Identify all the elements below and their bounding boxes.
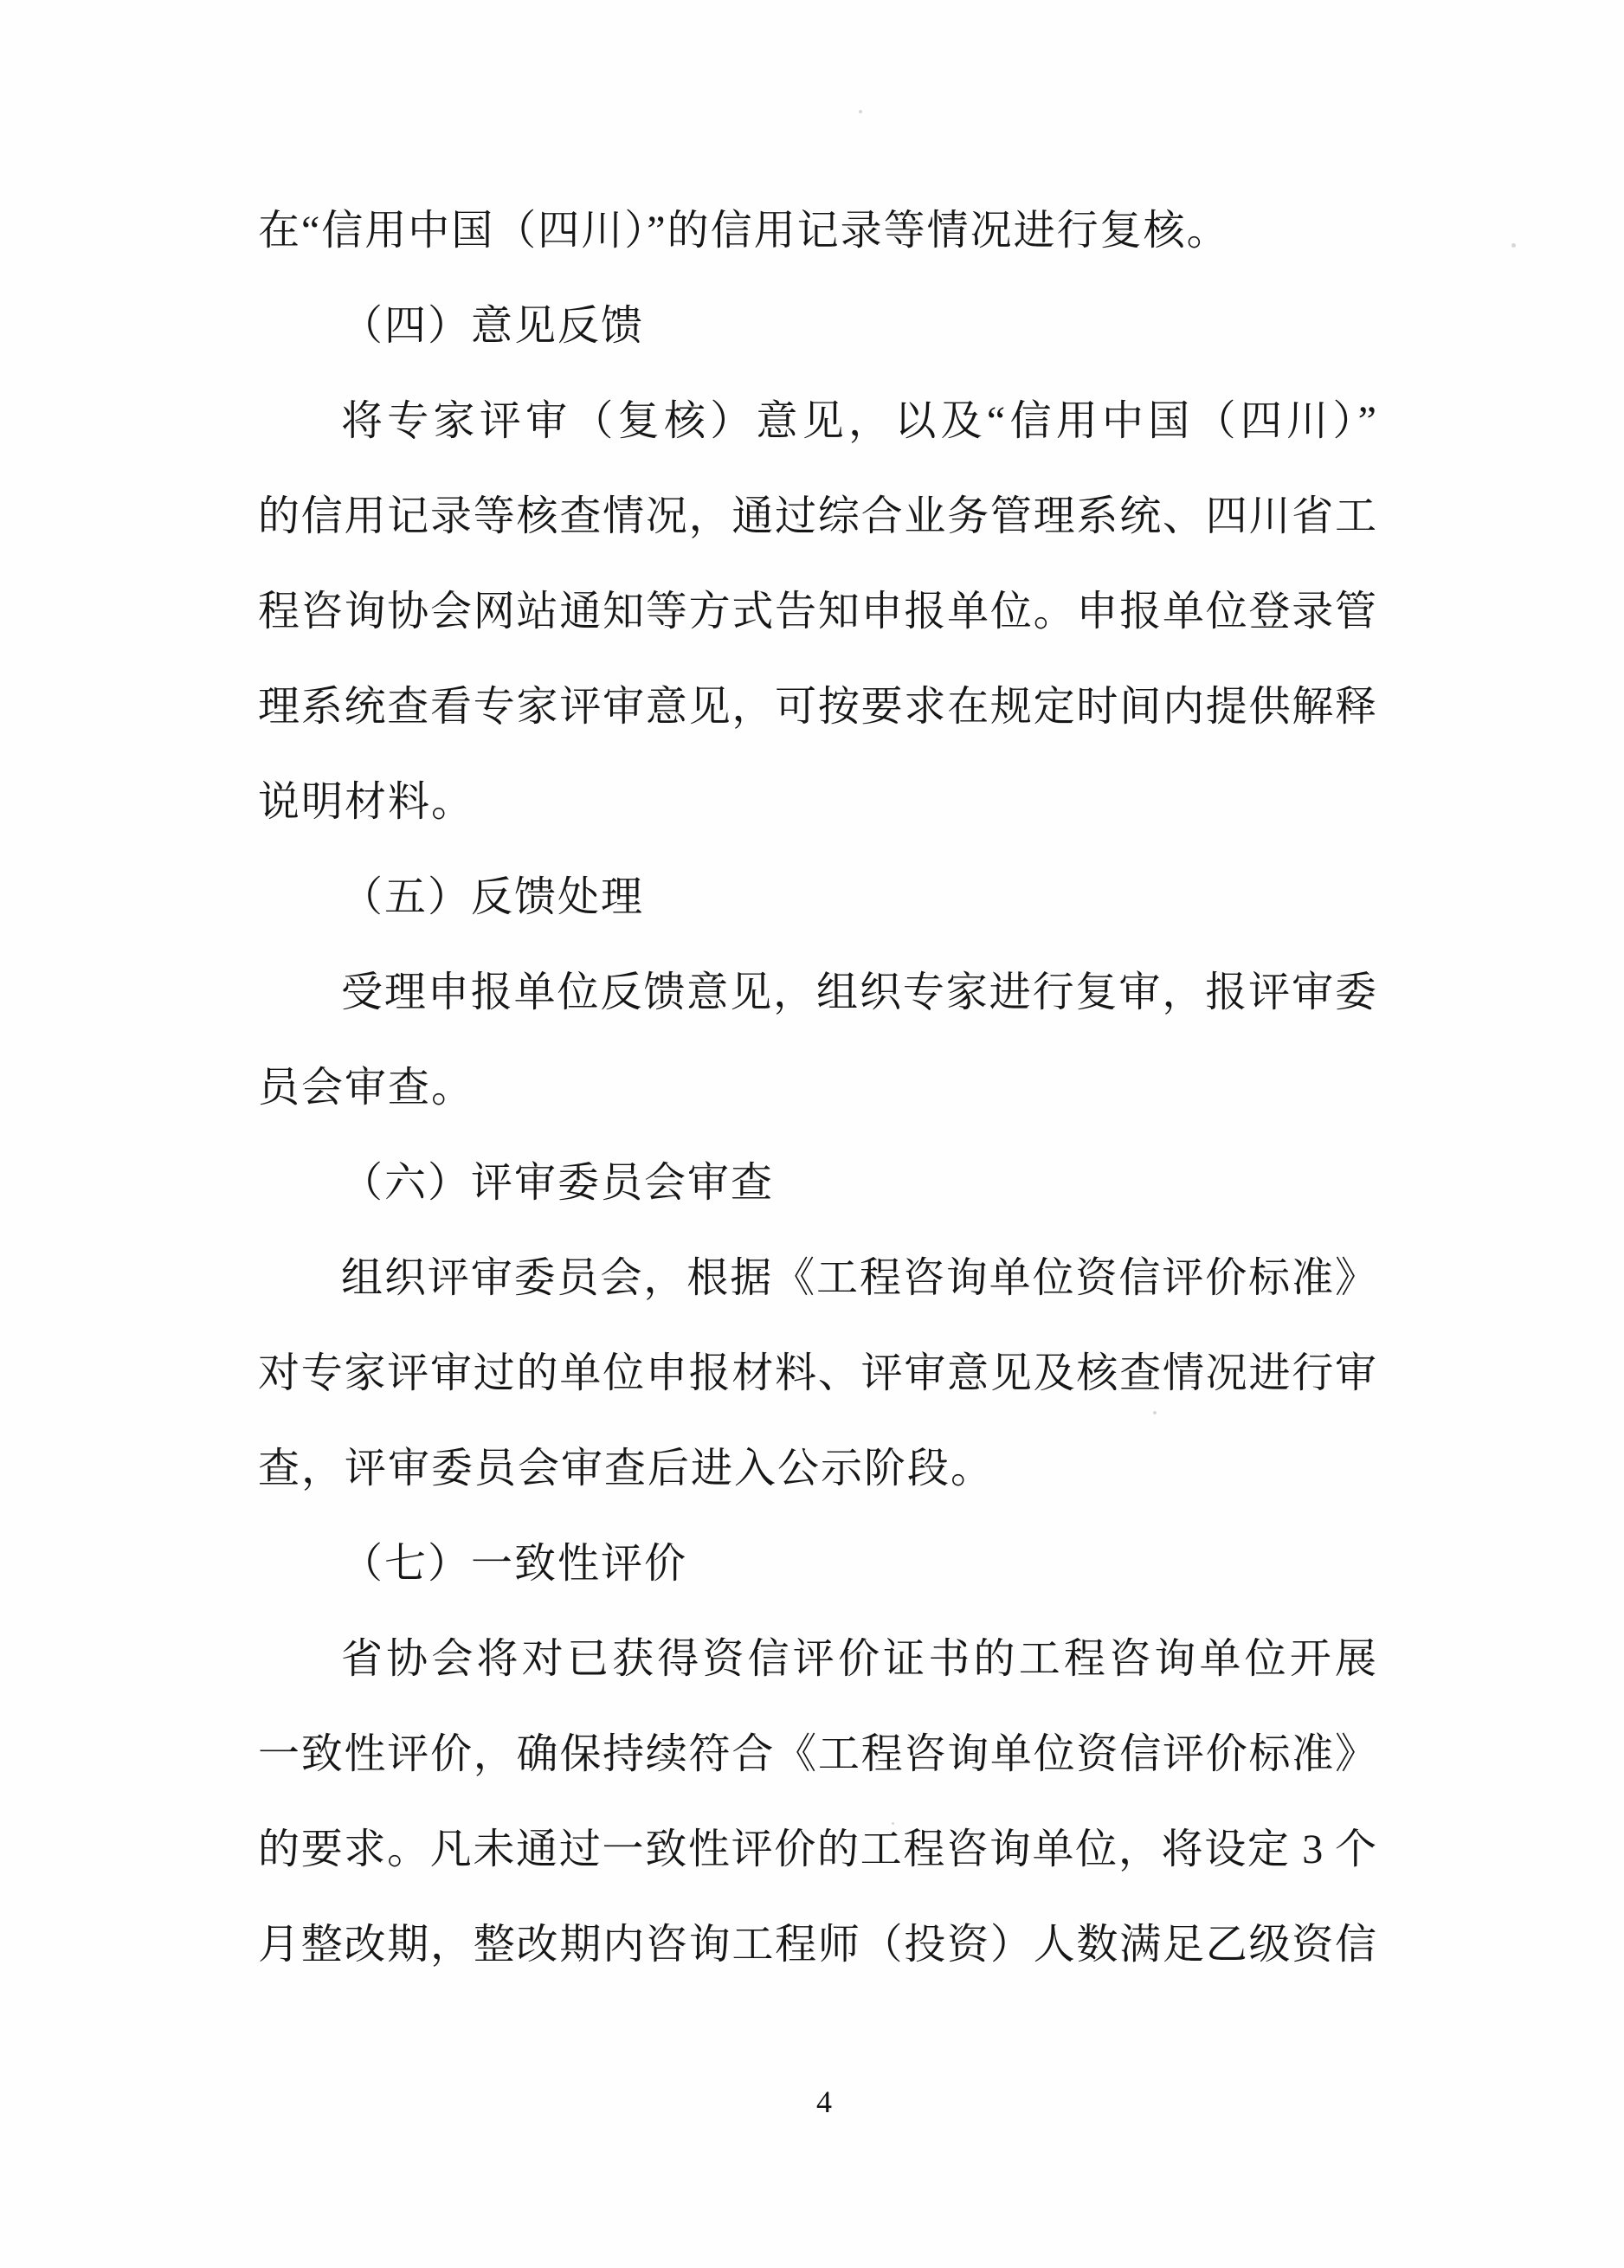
paragraph-line: 的信用记录等核查情况，通过综合业务管理系统、四川省工: [258, 493, 1376, 539]
scan-speck: [1153, 1411, 1157, 1414]
paragraph-line: 组织评审委员会，根据《工程咨询单位资信评价标准》: [341, 1255, 1376, 1301]
paragraph-line: 理系统查看专家评审意见，可按要求在规定时间内提供解释: [258, 684, 1376, 730]
page-number: 4: [816, 2084, 832, 2119]
paragraph-line: 查，评审委员会审查后进入公示阶段。: [258, 1446, 995, 1492]
scan-speck: [859, 110, 862, 113]
section-heading: （六）评审委员会审查: [341, 1160, 775, 1206]
paragraph-line: 将专家评审（复核）意见，以及“信用中国（四川）”: [341, 398, 1376, 444]
paragraph-line: 月整改期，整改期内咨询工程师（投资）人数满足乙级资信: [258, 1922, 1376, 1968]
paragraph-line: 省协会将对已获得资信评价证书的工程咨询单位开展: [341, 1636, 1376, 1682]
paragraph-line: 受理申报单位反馈意见，组织专家进行复审，报评审委: [341, 970, 1376, 1015]
paragraph-line: 一致性评价，确保持续符合《工程咨询单位资信评价标准》: [258, 1731, 1376, 1777]
scan-speck: [892, 1822, 894, 1825]
document-body: [258, 184, 1376, 1993]
paragraph-line: 在“信用中国（四川）”的信用记录等情况进行复核。: [258, 208, 1230, 254]
section-heading: （四）意见反馈: [341, 303, 645, 349]
scan-speck: [1511, 243, 1516, 248]
section-heading: （七）一致性评价: [341, 1541, 688, 1587]
paragraph-line: 的要求。凡未通过一致性评价的工程咨询单位，将设定 3 个: [258, 1827, 1376, 1872]
paragraph-line: 员会审查。: [258, 1065, 475, 1111]
paragraph-line: 对专家评审过的单位申报材料、评审意见及核查情况进行审: [258, 1350, 1376, 1396]
paragraph-line: 程咨询协会网站通知等方式告知申报单位。申报单位登录管: [258, 589, 1376, 635]
paragraph-line: 说明材料。: [258, 779, 475, 825]
section-heading: （五）反馈处理: [341, 874, 645, 920]
